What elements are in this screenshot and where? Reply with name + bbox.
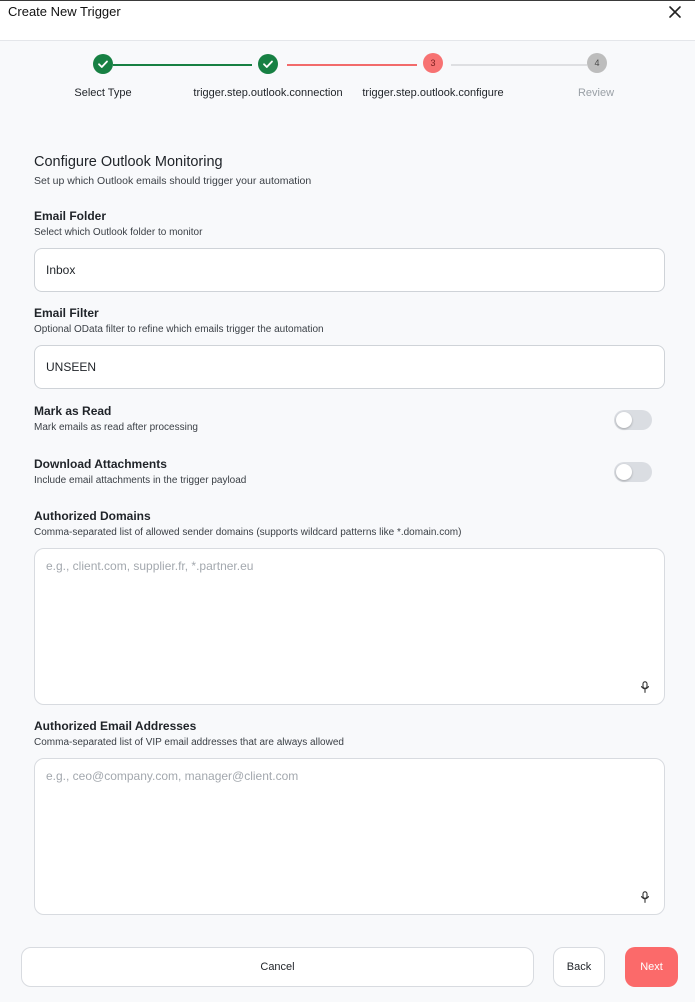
mark-as-read-toggle[interactable] [614, 410, 652, 430]
authorized-domains-label: Authorized Domains [34, 509, 151, 523]
step-1-label: Select Type [74, 87, 132, 99]
close-icon[interactable] [666, 3, 684, 21]
authorized-domains-placeholder: e.g., client.com, supplier.fr, *.partner.eu [46, 559, 254, 573]
authorized-emails-textarea[interactable] [34, 758, 665, 915]
dialog-title: Create New Trigger [8, 4, 121, 19]
section-title: Configure Outlook Monitoring [34, 154, 223, 170]
microphone-icon[interactable] [640, 680, 650, 692]
authorized-emails-placeholder: e.g., ceo@company.com, manager@client.com [46, 769, 299, 783]
email-folder-input[interactable]: Inbox [34, 248, 665, 292]
section-subtitle: Set up which Outlook emails should trigger your automation [34, 175, 312, 187]
next-button[interactable]: Next [625, 947, 678, 987]
download-attachments-label: Download Attachments [34, 457, 167, 471]
cancel-button[interactable]: Cancel [21, 947, 534, 987]
step-2-label: trigger.step.outlook.connection [193, 87, 343, 99]
authorized-emails-help: Comma-separated list of VIP email addresses that are always allowed [34, 737, 344, 748]
step-2-check-icon [258, 54, 278, 74]
step-1-check-icon [93, 54, 113, 74]
step-3-label: trigger.step.outlook.configure [362, 87, 504, 99]
step-connector-2 [287, 64, 417, 66]
back-button[interactable]: Back [553, 947, 605, 987]
microphone-icon[interactable] [640, 890, 650, 902]
step-connector-1 [113, 64, 252, 66]
download-attachments-toggle[interactable] [614, 462, 652, 482]
toggle-knob [616, 464, 632, 480]
step-connector-3 [451, 64, 587, 66]
email-folder-help: Select which Outlook folder to monitor [34, 227, 203, 238]
authorized-domains-textarea[interactable] [34, 548, 665, 705]
step-3-number: 3 [423, 53, 443, 73]
authorized-domains-help: Comma-separated list of allowed sender domains (supports wildcard patterns like *.domain.com) [34, 527, 462, 538]
mark-as-read-help: Mark emails as read after processing [34, 422, 198, 433]
email-filter-label: Email Filter [34, 306, 99, 320]
step-4-label: Review [577, 87, 615, 99]
email-filter-help: Optional OData filter to refine which emails trigger the automation [34, 324, 324, 335]
dialog-header [0, 1, 695, 41]
mark-as-read-label: Mark as Read [34, 404, 112, 418]
step-4-number: 4 [587, 53, 607, 73]
email-filter-input[interactable]: UNSEEN [34, 345, 665, 389]
toggle-knob [616, 412, 632, 428]
download-attachments-help: Include email attachments in the trigger payload [34, 475, 247, 486]
authorized-emails-label: Authorized Email Addresses [34, 719, 197, 733]
email-folder-label: Email Folder [34, 209, 107, 223]
